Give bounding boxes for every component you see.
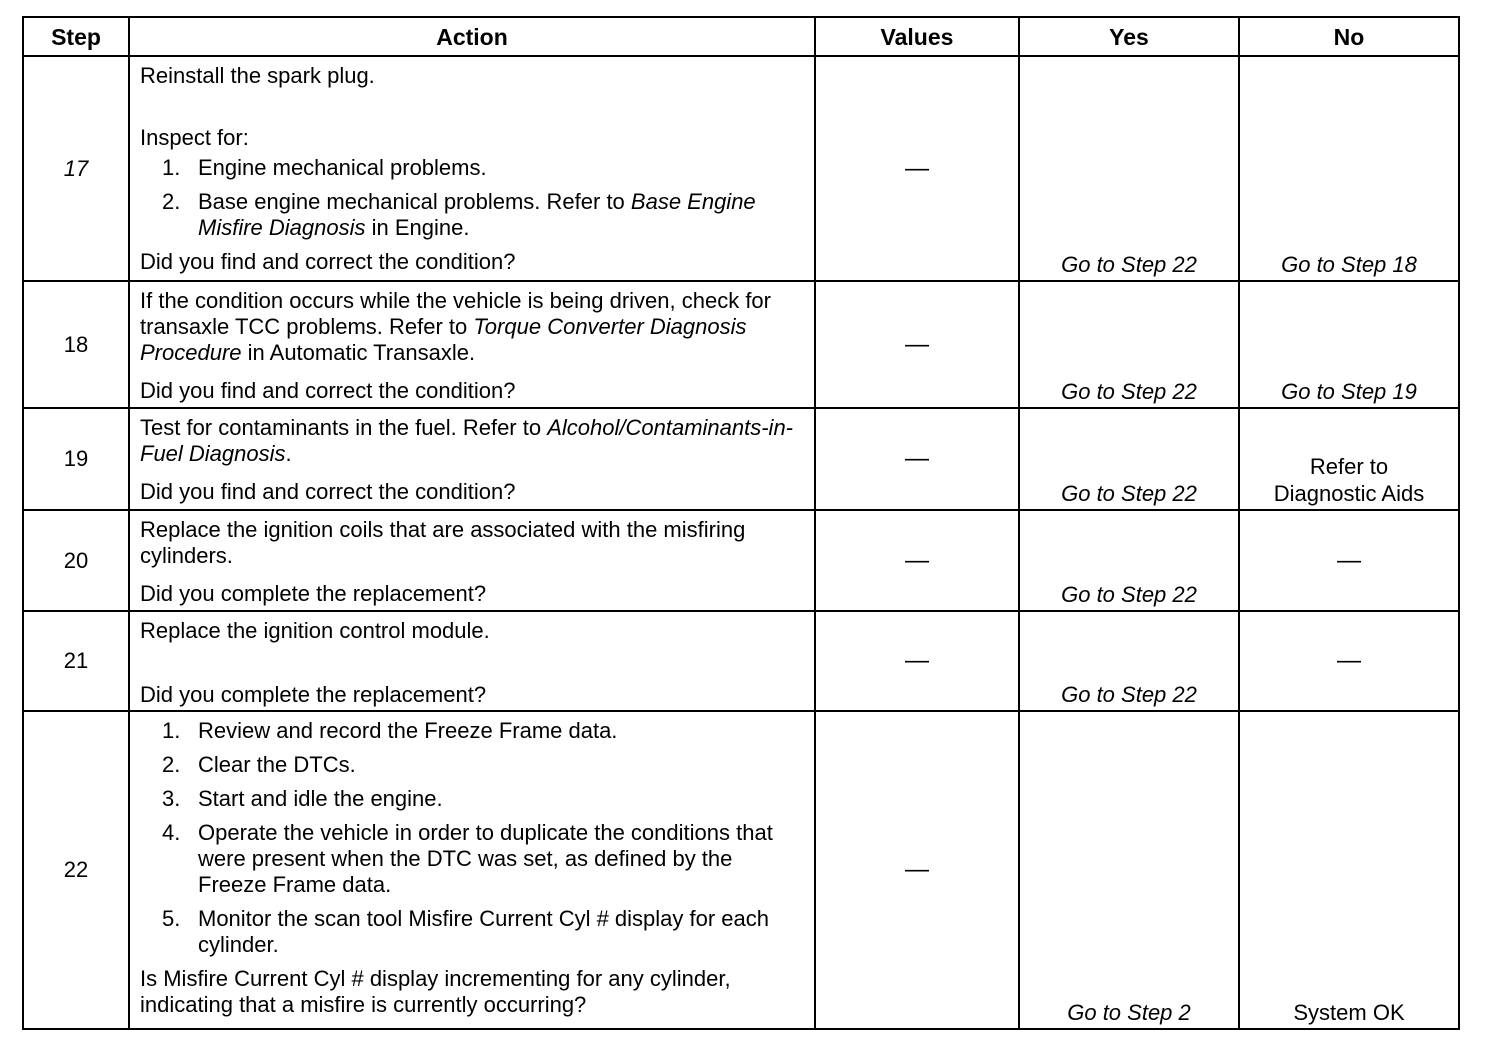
yes-cell: Go to Step 22 bbox=[1019, 408, 1239, 510]
yes-cell: Go to Step 22 bbox=[1019, 281, 1239, 408]
list-text: Engine mechanical problems. bbox=[198, 155, 487, 180]
values-cell: — bbox=[815, 56, 1019, 281]
step-number: 17 bbox=[23, 56, 129, 281]
table-row bbox=[23, 611, 1459, 711]
step-number: 20 bbox=[23, 510, 129, 611]
table-row bbox=[23, 711, 1459, 1029]
action-text bbox=[140, 288, 802, 366]
action-text: Replace the ignition control module. bbox=[140, 618, 490, 643]
list-number: 2. bbox=[162, 189, 181, 214]
action-text-post: . bbox=[285, 441, 292, 466]
action-cell bbox=[129, 510, 815, 611]
header-yes: Yes bbox=[1019, 17, 1239, 56]
action-text-pre: Test for contaminants in the fuel. Refer to bbox=[140, 415, 548, 440]
header-action: Action bbox=[129, 17, 815, 56]
list-item bbox=[140, 906, 802, 958]
action-intro: Reinstall the spark plug. bbox=[140, 63, 375, 88]
action-cell bbox=[129, 711, 815, 1029]
step-number: 21 bbox=[23, 611, 129, 711]
list-text: Operate the vehicle in order to duplicate the conditions that were present when the DTC was set, as defined by the Freeze Frame data. bbox=[198, 820, 773, 897]
no-text-line1: Refer to bbox=[1309, 454, 1389, 479]
step-number: 22 bbox=[23, 711, 129, 1029]
list-item bbox=[140, 718, 802, 744]
reference-title: Base Engine Misfire Diagnosis bbox=[198, 189, 756, 240]
action-text-pre: If the condition occurs while the vehicle is being driven, check for transaxle TCC problems. Refer to bbox=[140, 288, 771, 339]
list-number: 1. bbox=[162, 718, 181, 743]
values-cell: — bbox=[815, 711, 1019, 1029]
list-text: Clear the DTCs. bbox=[198, 752, 356, 777]
list-item bbox=[140, 752, 802, 778]
values-cell: — bbox=[815, 408, 1019, 510]
action-text bbox=[140, 415, 802, 467]
list-number: 4. bbox=[162, 820, 181, 845]
list-text: Base engine mechanical problems. Refer to bbox=[198, 189, 631, 214]
no-cell bbox=[1239, 408, 1459, 510]
question-text: Did you complete the replacement? bbox=[140, 581, 487, 606]
reference-title: Alcohol/Contaminants-in-Fuel Diagnosis bbox=[140, 415, 793, 466]
inspect-list bbox=[140, 155, 802, 241]
list-text: Review and record the Freeze Frame data. bbox=[198, 718, 618, 743]
list-item bbox=[140, 189, 802, 241]
action-cell bbox=[129, 611, 815, 711]
no-text-line2: Diagnostic Aids bbox=[1273, 481, 1425, 506]
yes-cell: Go to Step 2 bbox=[1019, 711, 1239, 1029]
question-text: Did you find and correct the condition? bbox=[140, 249, 516, 274]
no-cell: Go to Step 19 bbox=[1239, 281, 1459, 408]
step-number: 19 bbox=[23, 408, 129, 510]
question-text: Is Misfire Current Cyl # display incrementing for any cylinder, indicating that a misfire is currently occurring? bbox=[140, 966, 731, 1017]
header-step: Step bbox=[23, 17, 129, 56]
header-values: Values bbox=[815, 17, 1019, 56]
values-cell: — bbox=[815, 611, 1019, 711]
reference-title: Torque Converter Diagnosis Procedure bbox=[140, 314, 747, 365]
no-cell: — bbox=[1239, 611, 1459, 711]
question-text: Did you find and correct the condition? bbox=[140, 378, 516, 403]
action-text: Replace the ignition coils that are associated with the misfiring cylinders. bbox=[140, 517, 746, 568]
step-number: 18 bbox=[23, 281, 129, 408]
list-number: 3. bbox=[162, 786, 181, 811]
action-cell bbox=[129, 408, 815, 510]
list-text-tail: in Engine. bbox=[365, 215, 470, 240]
inspect-label: Inspect for: bbox=[140, 125, 249, 150]
list-number: 1. bbox=[162, 155, 181, 180]
no-cell: System OK bbox=[1239, 711, 1459, 1029]
list-text: Monitor the scan tool Misfire Current Cyl # display for each cylinder. bbox=[198, 906, 770, 957]
header-row bbox=[23, 17, 1459, 56]
list-number: 5. bbox=[162, 906, 181, 931]
action-cell bbox=[129, 56, 815, 281]
action-cell bbox=[129, 281, 815, 408]
header-no: No bbox=[1239, 17, 1459, 56]
table-row bbox=[23, 281, 1459, 408]
table-row bbox=[23, 510, 1459, 611]
list-item bbox=[140, 155, 802, 181]
list-text: Start and idle the engine. bbox=[198, 786, 443, 811]
table-row bbox=[23, 408, 1459, 510]
list-item bbox=[140, 786, 802, 812]
yes-cell: Go to Step 22 bbox=[1019, 56, 1239, 281]
yes-cell: Go to Step 22 bbox=[1019, 611, 1239, 711]
question-text: Did you complete the replacement? bbox=[140, 682, 487, 707]
values-cell: — bbox=[815, 281, 1019, 408]
procedure-list bbox=[140, 718, 802, 958]
list-number: 2. bbox=[162, 752, 181, 777]
values-cell: — bbox=[815, 510, 1019, 611]
no-cell: Go to Step 18 bbox=[1239, 56, 1459, 281]
diagnostic-table bbox=[22, 16, 1460, 1030]
list-item bbox=[140, 820, 802, 898]
action-text-post: in Automatic Transaxle. bbox=[241, 340, 476, 365]
no-cell: — bbox=[1239, 510, 1459, 611]
question-text: Did you find and correct the condition? bbox=[140, 479, 516, 504]
table-row bbox=[23, 56, 1459, 281]
yes-cell: Go to Step 22 bbox=[1019, 510, 1239, 611]
